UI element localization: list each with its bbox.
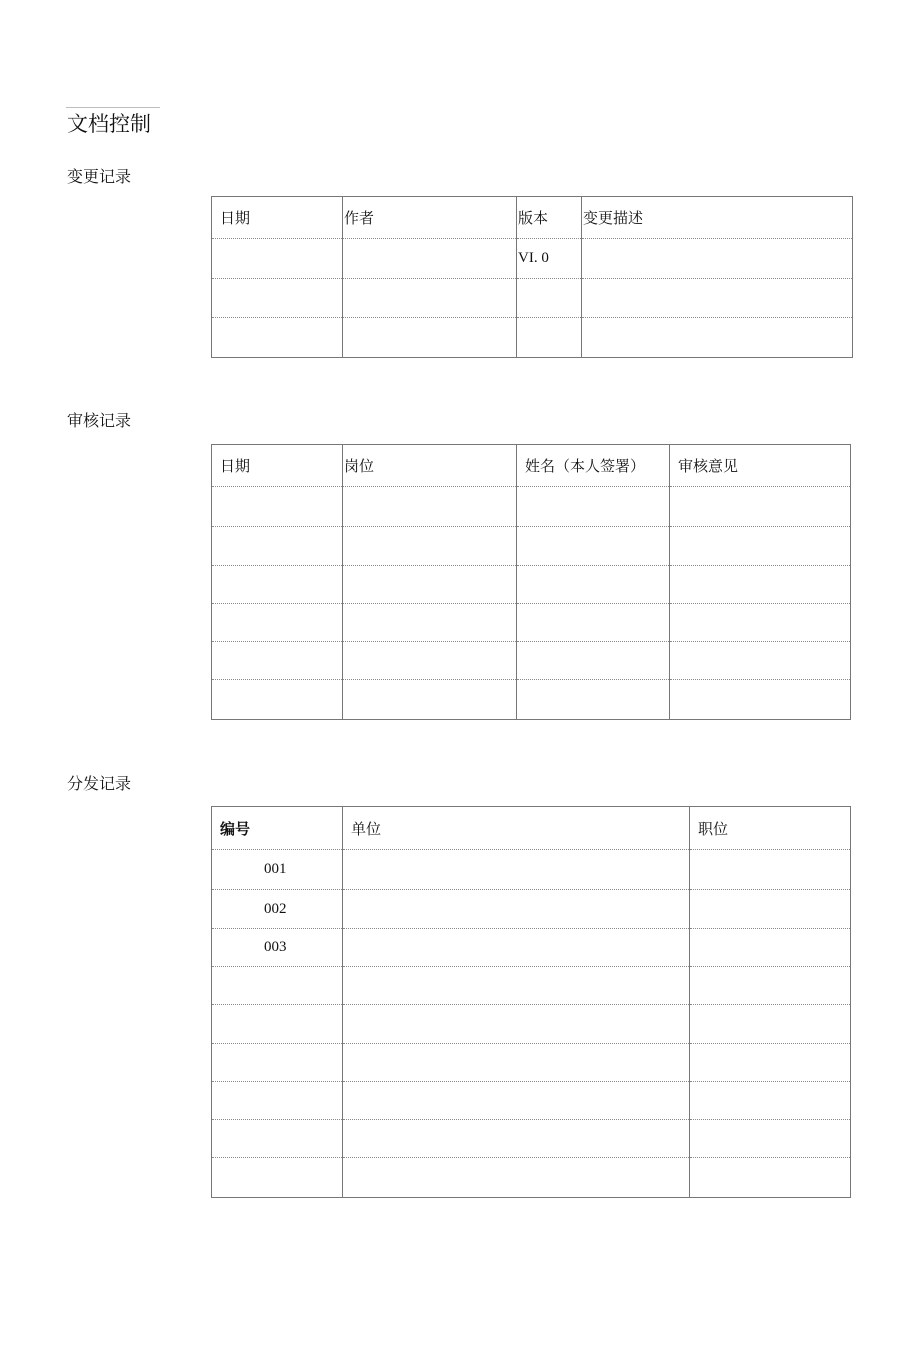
table-cell xyxy=(517,527,670,566)
table-row xyxy=(212,318,853,358)
table-cell xyxy=(690,850,851,890)
table-cell xyxy=(212,680,343,720)
table-cell xyxy=(212,642,343,680)
table-row xyxy=(212,1005,851,1044)
serial-number-cell: 003 xyxy=(212,929,343,967)
header-cell: 姓名（本人签署） xyxy=(517,445,670,487)
table-cell xyxy=(343,1005,690,1044)
table-cell xyxy=(690,1120,851,1158)
table-row xyxy=(212,604,851,642)
table-row xyxy=(212,279,853,318)
table-row xyxy=(212,642,851,680)
table-cell xyxy=(212,487,343,527)
table-row xyxy=(212,890,851,929)
table-cell xyxy=(343,604,517,642)
table-cell xyxy=(670,566,851,604)
table-cell xyxy=(670,527,851,566)
table-header-row xyxy=(212,445,851,487)
serial-number-cell: 001 xyxy=(212,850,343,890)
table-cell xyxy=(343,929,690,967)
header-cell: 审核意见 xyxy=(670,445,851,487)
table-cell xyxy=(343,566,517,604)
table-cell xyxy=(343,239,517,279)
table-cell xyxy=(517,642,670,680)
review-log-table xyxy=(211,444,851,720)
table-header-row xyxy=(212,197,853,239)
header-cell: 日期 xyxy=(212,197,343,239)
table-cell xyxy=(517,318,582,358)
table-row xyxy=(212,850,851,890)
table-cell xyxy=(517,487,670,527)
table-cell xyxy=(670,680,851,720)
table-cell xyxy=(343,890,690,929)
table-cell xyxy=(343,1158,690,1198)
version-cell: VI. 0 xyxy=(517,239,582,279)
table-cell xyxy=(212,527,343,566)
title-rule xyxy=(66,107,160,108)
table-cell xyxy=(670,642,851,680)
table-row xyxy=(212,1082,851,1120)
header-cell: 编号 xyxy=(212,807,343,850)
table-row xyxy=(212,527,851,566)
header-cell: 变更描述 xyxy=(582,197,853,239)
distribution-log-table xyxy=(211,806,851,1198)
header-cell: 单位 xyxy=(343,807,690,850)
table-cell xyxy=(690,929,851,967)
table-cell xyxy=(212,1082,343,1120)
table-cell xyxy=(212,1120,343,1158)
table-row xyxy=(212,1044,851,1082)
header-cell: 职位 xyxy=(690,807,851,850)
table-cell xyxy=(670,604,851,642)
table-cell xyxy=(212,1044,343,1082)
table-cell xyxy=(690,967,851,1005)
table-cell xyxy=(582,239,853,279)
table-cell xyxy=(343,1044,690,1082)
table-cell xyxy=(690,1005,851,1044)
table-row xyxy=(212,929,851,967)
header-cell: 版本 xyxy=(517,197,582,239)
table-cell xyxy=(212,566,343,604)
change-log-table xyxy=(211,196,853,358)
table-cell xyxy=(690,1082,851,1120)
table-cell xyxy=(343,487,517,527)
header-cell: 日期 xyxy=(212,445,343,487)
table-cell xyxy=(343,967,690,1005)
review-log-title: 审核记录 xyxy=(67,411,132,430)
table-row xyxy=(212,1120,851,1158)
table-cell xyxy=(690,890,851,929)
table-cell xyxy=(517,680,670,720)
table-cell xyxy=(212,318,343,358)
table-cell xyxy=(690,1044,851,1082)
table-cell xyxy=(212,279,343,318)
table-cell xyxy=(212,1005,343,1044)
table-cell xyxy=(343,527,517,566)
table-cell xyxy=(343,680,517,720)
header-cell: 岗位 xyxy=(343,445,517,487)
table-cell xyxy=(343,642,517,680)
table-row xyxy=(212,680,851,720)
table-cell xyxy=(582,318,853,358)
table-row xyxy=(212,967,851,1005)
table-cell xyxy=(670,487,851,527)
table-cell xyxy=(212,967,343,1005)
header-cell: 作者 xyxy=(343,197,517,239)
table-cell xyxy=(690,1158,851,1198)
table-cell xyxy=(343,279,517,318)
table-cell xyxy=(343,1082,690,1120)
table-cell xyxy=(517,566,670,604)
change-log-title: 变更记录 xyxy=(67,167,132,186)
table-cell xyxy=(343,850,690,890)
table-row xyxy=(212,566,851,604)
table-header-row xyxy=(212,807,851,850)
distribution-log-title: 分发记录 xyxy=(67,774,132,793)
table-row xyxy=(212,487,851,527)
serial-number-cell: 002 xyxy=(212,890,343,929)
table-cell xyxy=(212,604,343,642)
document-title: 文档控制 xyxy=(67,112,151,136)
table-cell xyxy=(517,604,670,642)
table-row xyxy=(212,1158,851,1198)
table-cell xyxy=(212,1158,343,1198)
table-cell xyxy=(343,1120,690,1158)
table-cell xyxy=(212,239,343,279)
table-cell xyxy=(343,318,517,358)
table-cell xyxy=(582,279,853,318)
table-row xyxy=(212,239,853,279)
table-cell xyxy=(517,279,582,318)
